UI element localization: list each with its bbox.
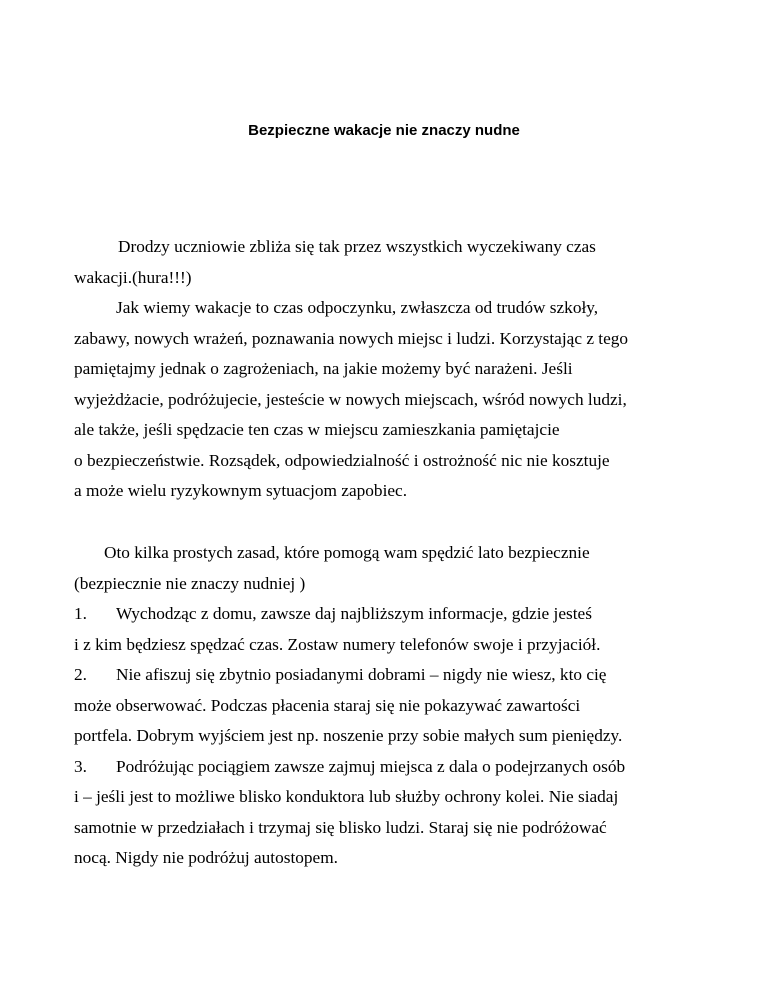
intro-line: wakacji.(hura!!!) bbox=[74, 267, 192, 287]
rule-number: 1. bbox=[74, 604, 87, 623]
context-line: wyjeżdżacie, podróżujecie, jesteście w nowych miejscach, wśród nowych ludzi, bbox=[74, 389, 627, 409]
rule-number: 3. bbox=[74, 756, 87, 776]
context-paragraph bbox=[74, 293, 704, 507]
document-body bbox=[74, 232, 704, 874]
rule-line: nocą. Nigdy nie podróżuj autostopem. bbox=[74, 848, 338, 867]
intro-line: Drodzy uczniowie zbliża się tak przez wszystkich wyczekiwany czas bbox=[118, 237, 596, 256]
rules-intro-line: Oto kilka prostych zasad, które pomogą wam spędzić lato bezpiecznie bbox=[104, 543, 590, 562]
rule-text: Wychodząc z domu, zawsze daj najbliższym informacje, gdzie jesteś bbox=[116, 604, 592, 623]
rule-first-line bbox=[74, 660, 704, 691]
context-line: pamiętajmy jednak o zagrożeniach, na jakie możemy być narażeni. Jeśli bbox=[74, 359, 573, 378]
rule-line: i z kim będziesz spędzać czas. Zostaw numery telefonów swoje i przyjaciół. bbox=[74, 634, 601, 654]
rule-item-3 bbox=[74, 752, 704, 874]
context-line: o bezpieczeństwie. Rozsądek, odpowiedzialność i ostrożność nic nie kosztuje bbox=[74, 450, 610, 470]
rule-line: może obserwować. Podczas płacenia staraj się nie pokazywać zawartości bbox=[74, 695, 581, 715]
document-title: Bezpieczne wakacje nie znaczy nudne bbox=[248, 122, 520, 139]
rule-line: i – jeśli jest to możliwe blisko konduktora lub służby ochrony kolei. Nie siadaj bbox=[74, 787, 619, 806]
rules-intro-line: (bezpiecznie nie znaczy nudniej ) bbox=[74, 573, 306, 593]
context-line: ale także, jeśli spędzacie ten czas w miejscu zamieszkania pamiętajcie bbox=[74, 420, 560, 439]
context-line: Jak wiemy wakacje to czas odpoczynku, zwłaszcza od trudów szkoły, bbox=[116, 298, 599, 317]
rule-line: samotnie w przedziałach i trzymaj się blisko ludzi. Staraj się nie podróżować bbox=[74, 817, 607, 837]
rule-line: portfela. Dobrym wyjściem jest np. noszenie przy sobie małych sum pieniędzy. bbox=[74, 726, 623, 745]
paragraph-gap bbox=[74, 507, 704, 539]
rule-text: Nie afiszuj się zbytnio posiadanymi dobrami – nigdy nie wiesz, kto cię bbox=[116, 665, 607, 684]
context-line: zabawy, nowych wrażeń, poznawania nowych miejsc i ludzi. Korzystając z tego bbox=[74, 328, 629, 348]
rule-item-1 bbox=[74, 599, 704, 660]
rule-text: Podróżując pociągiem zawsze zajmuj miejsca z dala o podejrzanych osób bbox=[116, 756, 626, 776]
rule-first-line bbox=[74, 599, 704, 630]
context-line: a może wielu ryzykownym sytuacjom zapobiec. bbox=[74, 481, 408, 500]
rule-item-2 bbox=[74, 660, 704, 752]
rule-first-line bbox=[74, 752, 704, 783]
rule-number: 2. bbox=[74, 665, 87, 684]
rules-intro-paragraph bbox=[74, 538, 704, 599]
intro-paragraph bbox=[74, 232, 704, 293]
